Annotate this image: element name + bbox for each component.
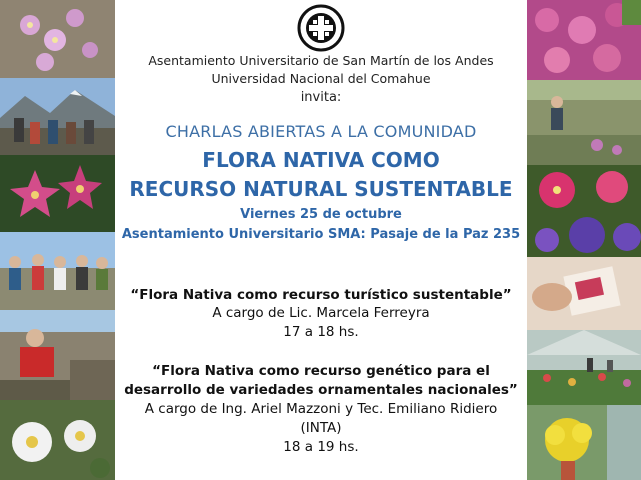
lab-sample-photo [527, 257, 641, 330]
series-title: CHARLAS ABIERTAS A LA COMUNIDAD [165, 122, 477, 141]
talk1-title: “Flora Nativa como recurso turístico sustentable” [130, 287, 512, 303]
pink-star-flowers-photo [0, 155, 115, 232]
left-photo-column [0, 0, 115, 480]
greenhouse-photo [527, 330, 641, 405]
invita-text: invita: [300, 90, 342, 105]
talk2-speaker-line1: A cargo de Ing. Ariel Mazzoni y Tec. Emiliano Ridiero [144, 401, 498, 417]
event-title-line2: RECURSO NATURAL SUSTENTABLE [129, 177, 513, 201]
institution-line1: Asentamiento Universitario de San Martín de los Andes [148, 53, 494, 68]
red-jacket-hiker-photo [0, 310, 115, 400]
field-researcher-photo [527, 80, 641, 165]
talk1-speaker: A cargo de Lic. Marcela Ferreyra [212, 305, 430, 321]
white-flowers-photo [0, 400, 115, 480]
university-seal-logo [297, 4, 345, 52]
pink-flowers-photo [0, 0, 115, 78]
yellow-flowers-photo [527, 405, 641, 480]
event-date: Viernes 25 de octubre [240, 207, 402, 222]
hikers-group-photo [0, 232, 115, 310]
institution-line2: Universidad Nacional del Comahue [211, 71, 431, 86]
right-photo-column [527, 0, 641, 480]
talk2-speaker-line2: (INTA) [300, 420, 342, 436]
talk2-title-line2: desarrollo de variedades ornamentales nacionales” [124, 382, 518, 398]
event-venue: Asentamiento Universitario SMA: Pasaje de la Paz 235 [121, 227, 521, 242]
petunias-photo [527, 165, 641, 257]
garden-flowers-photo [527, 0, 641, 80]
event-title-line1: FLORA NATIVA COMO [202, 148, 440, 172]
mountain-group-photo [0, 78, 115, 155]
invitation-panel [115, 0, 527, 480]
talk1-time: 17 a 18 hs. [283, 324, 359, 340]
talk2-title-line1: “Flora Nativa como recurso genético para el [152, 363, 490, 379]
talk2-time: 18 a 19 hs. [283, 439, 359, 455]
